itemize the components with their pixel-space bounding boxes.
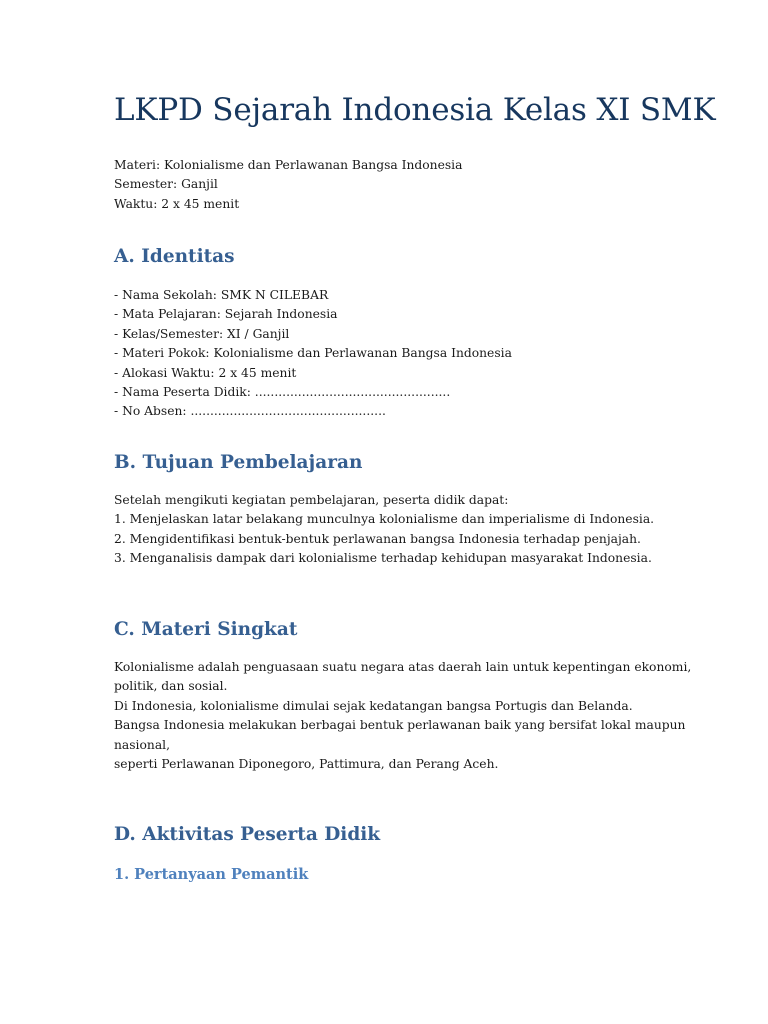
list-item: 3. Menganalisis dampak dari kolonialisme terhadap kehidupan masyarakat Indonesia.	[114, 551, 652, 566]
section-d-subheading: 1. Pertanyaan Pemantik	[114, 866, 309, 883]
paragraph-line: Kolonialisme adalah penguasaan suatu negara atas daerah lain untuk kepentingan ekonomi,	[114, 660, 692, 674]
section-d-heading: D. Aktivitas Peserta Didik	[114, 824, 381, 845]
paragraph-line: Di Indonesia, kolonialisme dimulai sejak kedatangan bangsa Portugis dan Belanda.	[114, 698, 633, 713]
paragraph-line: Bangsa Indonesia melakukan berbagai bentuk perlawanan baik yang bersifat lokal maupun	[114, 718, 686, 733]
section-a-list	[114, 286, 674, 422]
list-item: - Materi Pokok: Kolonialisme dan Perlawanan Bangsa Indonesia	[114, 346, 512, 361]
document-title: LKPD Sejarah Indonesia Kelas XI SMK	[114, 92, 716, 128]
section-b-content	[114, 491, 674, 569]
paragraph-line: nasional,	[114, 737, 170, 752]
section-b-intro: Setelah mengikuti kegiatan pembelajaran, peserta didik dapat:	[114, 493, 509, 507]
list-item: 2. Mengidentifikasi bentuk-bentuk perlawanan bangsa Indonesia terhadap penjajah.	[114, 531, 641, 546]
list-item: - Mata Pelajaran: Sejarah Indonesia	[114, 307, 338, 322]
meta-semester: Semester: Ganjil	[114, 177, 218, 192]
paragraph-line: politik, dan sosial.	[114, 679, 228, 694]
list-item: - Nama Peserta Didik: ..................................................	[114, 385, 451, 400]
list-item: - Alokasi Waktu: 2 x 45 menit	[114, 365, 297, 380]
list-item: - Kelas/Semester: XI / Ganjil	[114, 326, 290, 341]
section-c-heading: C. Materi Singkat	[114, 619, 298, 640]
list-item: - Nama Sekolah: SMK N CILEBAR	[114, 288, 329, 302]
section-c-content	[114, 658, 692, 774]
section-b-heading: B. Tujuan Pembelajaran	[114, 452, 363, 473]
list-item: 1. Menjelaskan latar belakang munculnya kolonialisme dan imperialisme di Indonesia.	[114, 512, 655, 527]
paragraph-line: seperti Perlawanan Diponegoro, Pattimura, dan Perang Aceh.	[114, 757, 499, 772]
list-item: - No Absen: ..................................................	[114, 404, 386, 419]
document-meta	[114, 156, 674, 214]
meta-materi: Materi: Kolonialisme dan Perlawanan Bangsa Indonesia	[114, 158, 463, 172]
meta-waktu: Waktu: 2 x 45 menit	[114, 196, 240, 211]
section-a-heading: A. Identitas	[114, 246, 235, 267]
